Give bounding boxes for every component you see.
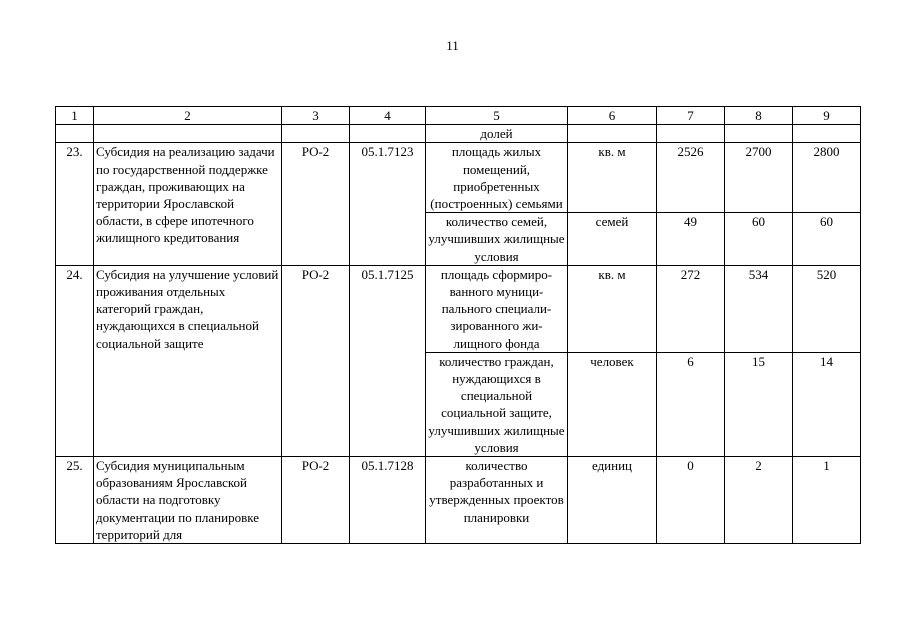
table-row xyxy=(56,265,861,352)
value-col8: 534 xyxy=(725,265,793,352)
value-col9: 520 xyxy=(793,265,861,352)
value-col7: 272 xyxy=(657,265,725,352)
table-row xyxy=(56,457,861,544)
value-col9: 60 xyxy=(793,213,861,266)
unit: кв. м xyxy=(568,143,657,213)
executor-code: РО-2 xyxy=(282,457,350,544)
subsidy-name: Субсидия на реализацию задачи по государственной поддержке граждан, проживающих на территории Ярославской области, в сфере ипотечного жилищного кредитования xyxy=(94,143,282,265)
column-number: 7 xyxy=(657,107,725,125)
empty-cell xyxy=(350,125,426,143)
value-col9: 14 xyxy=(793,352,861,456)
unit: единиц xyxy=(568,457,657,544)
column-number: 6 xyxy=(568,107,657,125)
column-number: 3 xyxy=(282,107,350,125)
value-col7: 49 xyxy=(657,213,725,266)
column-number: 2 xyxy=(94,107,282,125)
unit: человек xyxy=(568,352,657,456)
empty-cell xyxy=(282,125,350,143)
subsidy-name: Субсидия муниципальным образованиям Ярославской области на подготовку документации по планировке территорий для xyxy=(94,457,282,544)
subsidy-table xyxy=(55,106,861,544)
indicator-name: количество граждан, нуждающихся в специальной социальной защите, улучшивших жилищные условия xyxy=(426,352,568,456)
row-number: 25. xyxy=(56,457,94,544)
empty-cell xyxy=(94,125,282,143)
budget-code: 05.1.7128 xyxy=(350,457,426,544)
value-col7: 2526 xyxy=(657,143,725,213)
indicator-name: площадь жилых помещений, приобретенных (построенных) семьями xyxy=(426,143,568,213)
column-number-row xyxy=(56,107,861,125)
empty-cell xyxy=(657,125,725,143)
subsidy-name: Субсидия на улучшение условий проживания отдельных категорий граждан, нуждающихся в специальной социальной защите xyxy=(94,265,282,456)
column-number: 8 xyxy=(725,107,793,125)
indicator-name: количество семей, улучшивших жилищные условия xyxy=(426,213,568,266)
column-number: 1 xyxy=(56,107,94,125)
empty-cell xyxy=(56,125,94,143)
page-number: 11 xyxy=(446,38,459,53)
value-col8: 2 xyxy=(725,457,793,544)
continuation-row xyxy=(56,125,861,143)
budget-code: 05.1.7123 xyxy=(350,143,426,265)
value-col7: 6 xyxy=(657,352,725,456)
value-col7: 0 xyxy=(657,457,725,544)
budget-code: 05.1.7125 xyxy=(350,265,426,456)
row-number: 23. xyxy=(56,143,94,265)
row-number: 24. xyxy=(56,265,94,456)
unit: кв. м xyxy=(568,265,657,352)
table-row xyxy=(56,143,861,213)
indicator-name: площадь сформиро-ванного муници-пального специали-зированного жи-лищного фонда xyxy=(426,265,568,352)
value-col8: 2700 xyxy=(725,143,793,213)
empty-cell xyxy=(568,125,657,143)
value-col8: 15 xyxy=(725,352,793,456)
unit: семей xyxy=(568,213,657,266)
column-number: 4 xyxy=(350,107,426,125)
value-col8: 60 xyxy=(725,213,793,266)
indicator-name: долей xyxy=(426,125,568,143)
value-col9: 1 xyxy=(793,457,861,544)
empty-cell xyxy=(793,125,861,143)
column-number: 5 xyxy=(426,107,568,125)
executor-code: РО-2 xyxy=(282,143,350,265)
empty-cell xyxy=(725,125,793,143)
value-col9: 2800 xyxy=(793,143,861,213)
column-number: 9 xyxy=(793,107,861,125)
indicator-name: количество разработанных и утвержденных проектов планировки xyxy=(426,457,568,544)
executor-code: РО-2 xyxy=(282,265,350,456)
